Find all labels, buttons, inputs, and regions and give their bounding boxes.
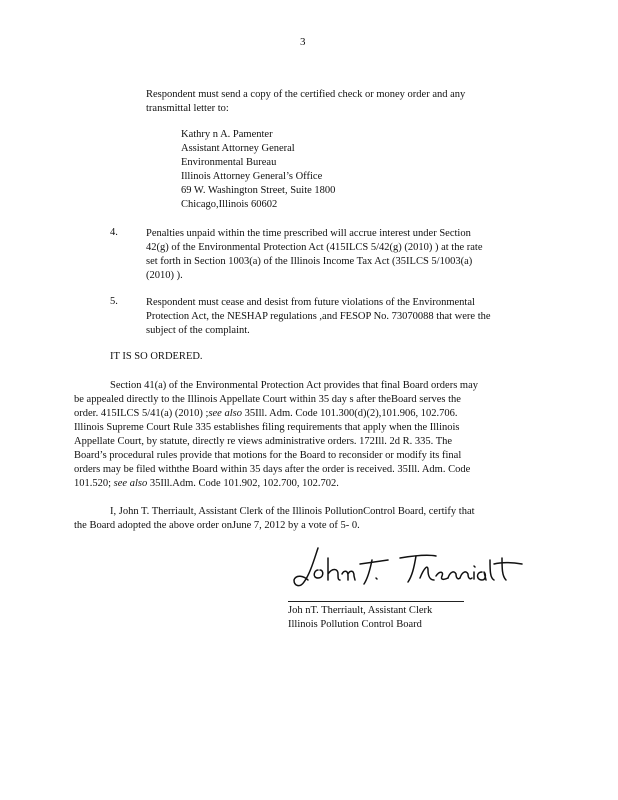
signatory-name: Joh nT. Therriault, Assistant Clerk: [288, 605, 433, 616]
certification-line: I, John T. Therriault, Assistant Clerk of the Illinois PollutionControl Board, certify that: [110, 506, 475, 517]
certification-paragraph: [74, 505, 475, 533]
ordered-statement: IT IS SO ORDERED.: [110, 351, 203, 362]
signature-block: [288, 604, 432, 632]
appeal-line: be appealed directly to the Illinois Appellate Court within 35 day s after theBoard serves the: [74, 394, 461, 405]
item-4-line: 42(g) of the Environmental Protection Act (415ILCS 5/42(g) (2010) ) at the rate: [146, 242, 483, 253]
item-4-line: (2010) ).: [146, 270, 183, 281]
appeal-line: orders may be filed withthe Board within 35 days after the order is received. 35Ill. Adm. Code: [74, 464, 471, 475]
item-5-text: [146, 296, 491, 338]
address-line: Environmental Bureau: [181, 157, 277, 168]
item-5-line: Protection Act, the NESHAP regulations ,and FESOP No. 73070088 that were the: [146, 311, 491, 322]
appeal-line: Section 41(a) of the Environmental Protection Act provides that final Board orders may: [110, 380, 478, 391]
appeal-line-start: 101.520;: [74, 478, 112, 489]
item-4-text: [146, 227, 483, 283]
intro-line: Respondent must send a copy of the certified check or money order and any: [146, 89, 466, 100]
appeal-line-rest: 35Ill.Adm. Code 101.902, 102.700, 102.702.: [147, 478, 339, 489]
signatory-organization: Illinois Pollution Control Board: [288, 619, 422, 630]
signature-line: [288, 601, 464, 602]
item-5-line: subject of the complaint.: [146, 325, 250, 336]
appeal-line: Board’s procedural rules provide that motions for the Board to reconsider or modify its final: [74, 450, 462, 461]
address-block: [181, 128, 335, 212]
appeal-line-start: order. 415ILCS 5/41(a) (2010) ;: [74, 408, 209, 419]
see-also-signal: see also: [208, 408, 242, 419]
intro-line: transmittal letter to:: [146, 103, 229, 114]
certification-line: the Board adopted the above order onJune 7, 2012 by a vote of 5- 0.: [74, 520, 360, 531]
appeal-paragraph: [74, 379, 478, 491]
appeal-line-rest: 35Ill. Adm. Code 101.300(d)(2),101.906, 102.706.: [241, 408, 458, 419]
item-4-line: set forth in Section 1003(a) of the Illinois Income Tax Act (35ILCS 5/1003(a): [146, 256, 473, 267]
page-number: 3: [300, 36, 306, 48]
address-line: Chicago,Illinois 60602: [181, 199, 278, 210]
item-4-line: Penalties unpaid within the time prescribed will accrue interest under Section: [146, 228, 471, 239]
item-5-number: 5.: [110, 296, 118, 307]
address-line: Kathry n A. Pamenter: [181, 129, 273, 140]
appeal-line-with-citation: [74, 407, 478, 421]
appeal-line: Appellate Court, by statute, directly re views administrative orders. 172Ill. 2d R. 335. The: [74, 436, 453, 447]
address-line: Illinois Attorney General’s Office: [181, 171, 323, 182]
see-also-signal: see also: [113, 478, 148, 489]
intro-paragraph: [146, 88, 465, 116]
address-line: Assistant Attorney General: [181, 143, 295, 154]
address-line: 69 W. Washington Street, Suite 1800: [181, 185, 336, 196]
item-4-number: 4.: [110, 227, 118, 238]
item-5-line: Respondent must cease and desist from future violations of the Environmental: [146, 297, 475, 308]
appeal-line-with-citation: [74, 477, 478, 491]
appeal-line: Illinois Supreme Court Rule 335 establishes filing requirements that apply when the Illinois: [74, 422, 460, 433]
handwritten-signature: [288, 540, 528, 596]
